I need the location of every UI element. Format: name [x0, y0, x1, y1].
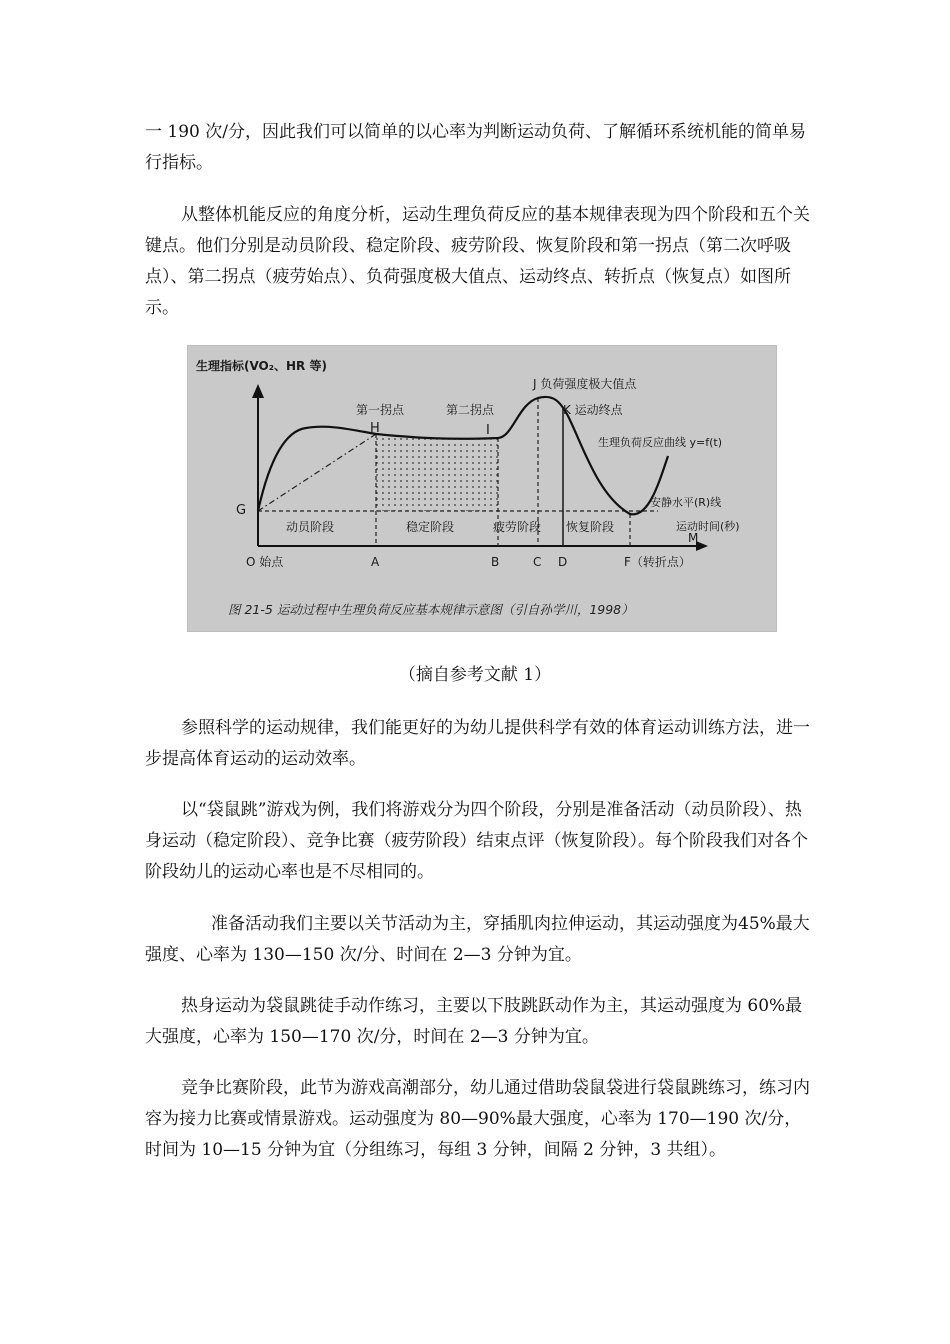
axis-m-label: M: [688, 531, 699, 545]
load-response-figure: [187, 345, 777, 632]
stage-mobilization-label: 动员阶段: [286, 520, 335, 534]
max-load-point-label: J 负荷强度极大值点: [533, 377, 637, 391]
tick-o-label: O 始点: [246, 555, 284, 569]
stage-fatigue-label: 疲劳阶段: [493, 520, 542, 534]
stage-recovery-label: 恢复阶段: [566, 520, 615, 534]
paragraph-kangaroo-jump-stages: 以“袋鼠跳”游戏为例，我们将游戏分为四个阶段，分别是准备活动（动员阶段）、热身运动（稳定阶段）、竞争比赛（疲劳阶段）结束点评（恢复阶段）。每个阶段我们对各个阶段幼儿的运动心率也是不尽相同的。: [145, 800, 808, 882]
tick-d-label: D: [558, 555, 568, 569]
paragraph-heat-up-exercise: 热身运动为袋鼠跳徒手动作练习，主要以下肢跳跃动作为主，其运动强度为 60%最大强度，心率为 150—170 次/分，时间在 2—3 分钟为宜。: [145, 996, 803, 1047]
tick-a-label: A: [371, 555, 380, 569]
end-point-label: K 运动终点: [563, 403, 623, 417]
y-axis-label: 生理指标(VO₂、HR 等): [196, 359, 327, 373]
first-turning-point-label: 第一拐点: [356, 403, 405, 417]
reference-note: （摘自参考文献 1）: [398, 665, 552, 685]
y-axis-arrow: [252, 384, 264, 398]
paragraph-warmup-activity: 准备活动我们主要以关节活动为主，穿插肌肉拉伸运动，其运动强度为45%最大强度、心率为 130—150 次/分、时间在 2—3 分钟为宜。: [145, 914, 810, 965]
time-axis-label: 运动时间(秒): [676, 520, 740, 533]
second-turning-point-label: 第二拐点: [446, 403, 495, 417]
tick-b-label: B: [491, 555, 500, 569]
g-to-h-dashed-line: [258, 434, 376, 511]
point-g-label: G: [236, 503, 247, 518]
tick-f-label: F（转折点）: [624, 555, 691, 569]
paragraph-competition-stage: 竞争比赛阶段，此节为游戏高潮部分，幼儿通过借助袋鼠袋进行袋鼠跳练习，练习内容为接力比赛或情景游戏。运动强度为 80—90%最大强度，心率为 170—190 次/分，时间为 10—15 分钟为宜（分组练习，每组 3 分钟，间隔 2 分钟，3 共组）。: [145, 1078, 810, 1160]
stable-stage-shaded-area: [376, 434, 498, 511]
stage-stable-label: 稳定阶段: [406, 520, 455, 534]
rest-line-label: 安静水平(R)线: [650, 496, 722, 509]
point-h-label: H: [370, 421, 380, 436]
paragraph-scientific-rules: 参照科学的运动规律，我们能更好的为幼儿提供科学有效的体育运动训练方法，进一步提高体育运动的运动效率。: [145, 718, 810, 769]
point-i-label: I: [486, 423, 490, 438]
tick-c-label: C: [533, 555, 542, 569]
paragraph-heart-rate-indicator: 一 190 次/分，因此我们可以简单的以心率为判断运动负荷、了解循环系统机能的简单易行指标。: [145, 122, 806, 173]
figure-caption: 图 21-5 运动过程中生理负荷反应基本规律示意图（引自孙学川，1998）: [228, 602, 634, 617]
load-response-diagram: [188, 346, 776, 631]
paragraph-load-response-rules: 从整体机能反应的角度分析，运动生理负荷反应的基本规律表现为四个阶段和五个关键点。他们分别是动员阶段、稳定阶段、疲劳阶段、恢复阶段和第一拐点（第二次呼吸点）、第二拐点（疲劳始点）、负荷强度极大值点、运动终点、转折点（恢复点）如图所示。: [145, 205, 810, 318]
curve-label: 生理负荷反应曲线 y=f(t): [598, 436, 722, 449]
